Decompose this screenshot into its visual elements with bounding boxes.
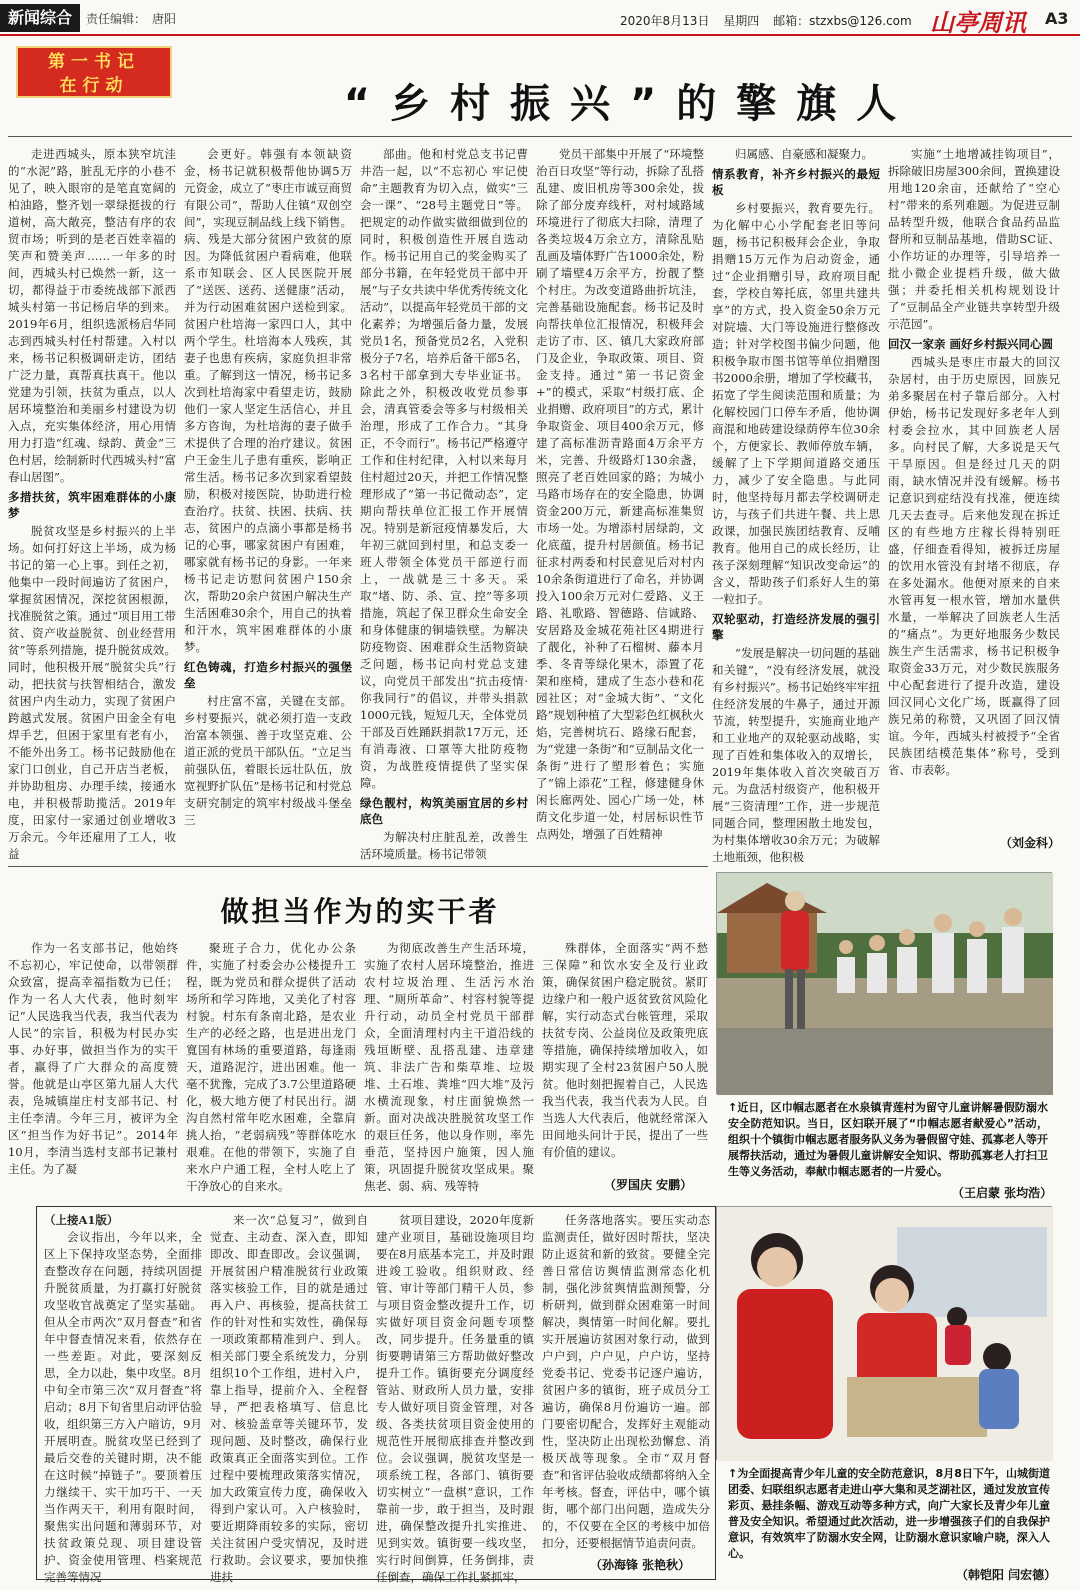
- page-number: A3: [1045, 9, 1069, 28]
- photo1-byline: （王启蒙 张均浩）: [952, 1186, 1053, 1200]
- paragraph: 乡村要振兴，教育要先行。为化解中心小学配套老旧等问题，杨书记积极拜会企业，争取捐赠15万元作为启动资金，通过“企业捐赠引导，政府项目配套，学校自筹托底，邻里共建共享”的方式，投入资金50余万元对院墙、大门等设施进行整修改造；针对学校图书偏少问题，他积极争取市图书馆等单位捐赠图书2000余册，增加了学校藏书，拓宽了学生阅读范围和质量；为化解校园门口停车矛盾，他协调商混和地砖建设绿荫停车位30余个，方便家长、教师停放车辆，缓解了上下学期间道路交通压力，减少了安全隐患。与此同时，他坚持每月都去学校调研走访，与孩子们共进午餐、共上思政课，加强民族团结教育、反哺教育。他用自己的成长经历，让孩子深刻理解“知识改变命运”的含义，帮助孩子们系好人生的第一粒扣子。: [712, 201, 880, 606]
- photo-illustration: [717, 873, 1053, 1095]
- issue-date: 2020年8月13日: [620, 14, 710, 28]
- issue-date-line: [620, 12, 922, 29]
- badge-line1: 第一书记: [48, 52, 140, 72]
- headline-rule: [8, 136, 1072, 137]
- photo-illustration: [717, 1207, 1053, 1461]
- story2-byline: （罗国庆 安鹏）: [604, 1178, 693, 1192]
- subheading: 绿色靓村，构筑美丽宜居的乡村底色: [360, 796, 528, 826]
- story1-column-3: [360, 146, 528, 862]
- photo-volunteers-indoor: [716, 1206, 1052, 1460]
- story-divider: [8, 866, 708, 867]
- story2-column-4: [542, 940, 708, 1172]
- paragraph: 村庄富不富，关键在支部。乡村要振兴，就必须打造一支政治富本领强、善于攻坚克难、公道正派的党员干部队伍。“立足当前强队伍，着眼长远壮队伍，放宽视野扩队伍”是杨书记和村党总支研究制定的筑牢村级战斗堡垒三: [184, 694, 352, 827]
- story2-column-2: [186, 940, 356, 1198]
- paragraph: 殊群体，全面落实“两不愁三保障”和饮水安全及行业政策，确保贫困户稳定脱贫。紧盯边缘户和一般户返贫致贫风险化解，实行动态式台帐管理，采取扶贫专岗、公益岗位及政策兜底等措施，确保持续增加收入，如期实现了全村23贫困户50人脱贫。他时刻把握着自己，人民选我当代表，我当代表为人民。自当选人大代表后，他就经常深入田间地头问计于民，提出了一些有价值的建议。: [542, 941, 708, 1159]
- story1-headline: “乡村振兴”的擎旗人: [343, 81, 917, 127]
- editor-name: 唐阳: [152, 12, 177, 26]
- photo1-caption: ↑近日，区巾帼志愿者在水泉镇青莲村为留守儿童讲解暑假防溺水安全防范知识。当日，区妇联开展了“巾帼志愿者献爱心”活动，组织十个镇街巾帼志愿者服务队义务为暑假留守娃、孤寡老人等开展帮扶活动，通过为暑假儿童讲解安全知识、帮助孤寡老人打扫卫生等义务活动，奉献巾帼志愿者的一片爱心。: [728, 1101, 1048, 1178]
- story3-column-4: [542, 1212, 710, 1552]
- paragraph: 来一次“总复习”，做到自觉查、主动查、深入查，即知即改、即查即改。会议强调，开展贫困户精准脱贫行业政策落实核验工作，目的就是通过再入户、再核验，提高扶贫工作的针对性和实效性，确保每一项政策都精准到户、到人。相关部门要全系统发力，分别组织10个工作组，进村入户，靠上指导，提前介入、全程督导，严把表格填写、信息比对、核验盖章等关键环节，发现问题、及时整改，确保行业政策真正全面落实到位。工作过程中要梳理政策落实情况，加大政策宣传力度，确保收入得到户家认可。入户核验时，要近期降雨较多的实际，密切关注贫困户受灾情况，及时进行救助。会议要求，要加快推进扶: [210, 1213, 368, 1584]
- paragraph: 西城头是枣庄市最大的回汉杂居村，由于历史原因，回族兄弟多聚居在村子靠后部分。入村伊始，杨书记发现好多老年人到村委会拉水，其中回族老人居多。向村民了解，大多说是天气干旱原因。但是经过几天的阴雨，缺水情况并没有缓解。杨书记意识到症结没有找准，便连续几天去查寻。后来他发现在拆迁区的有些地方庄稼长得特别旺盛，仔细查看得知，被拆迁房屋的饮用水管没有封堵不彻底，存在多处漏水。他便对原来的自来水管再复一根水管，增加水量供水量，一举解决了回族老人生活的“痛点”。为更好地服务少数民族生产生活需求，杨书记积极争取资金33万元，对少数民族服务中心配套进行了提升改造，建设回汉同心文化广场，既赢得了回族兄弟的称赞，又巩固了回汉情谊。今年，西城头村被授予“全省民族团结模范集体”称号，受到省、市表彰。: [888, 355, 1060, 777]
- story3-column-2: [210, 1212, 368, 1584]
- paragraph: 党员干部集中开展了“环境整治百日攻坚”等行动，拆除了乱搭乱建、废旧机房等300余处，拔除了部分废弃线杆，对村域路域环境进行了彻底大扫除，清理了各类垃圾4万余立方，清除乱贴乱画及墙体野广告1000余处，粉刷了墙壁4万余平方，扮靓了整个村庄。为改变道路曲折坑洼，完善基础设施配套。杨书记及时向帮扶单位汇报情况，积极拜会走访了市、区、镇几大家政府部门及企业，争取政策、项目、资金支持。通过“第一书记资金+”的模式，采取“村级打底、企业捐赠、政府项目”的方式，累计争取资金、项目400余万元，修建了高标准沥青路面4万余平方米，完善、升级路灯130余盏，照亮了老百姓回家的路；为城小马路市场存在的安全隐患，协调资金200万元，新建高标准集贸市场一处。为增添村居绿韵，文化底蕴，提升村居颜值。杨书记征求村两委和村民意见后对村内10余条街道进行了命名，并协调投入100余万元对仁爱路、义王路、礼歌路、智德路、信诚路、安居路及金城花苑社区4期进行了靓化，补种了石榴树、藤本月季、冬青等绿化果木，添置了花架和座椅，建成了生态小巷和花园社区；对“金城大街”、“文化路”规划种植了大型彩色红枫秋火焰，完善树坑石、路缘石配套，为“党建一条街”和“豆制品文化一条街”进行了塑形着色；实施了“锦上添花”工程，修建健身休闲长廊两处、园心广场一处，林荫文化步道一处，村居标识性节点两处，增强了百姓精神: [536, 147, 704, 841]
- issue-weekday: 星期四: [723, 14, 760, 28]
- story2-column-3: [364, 940, 534, 1198]
- photo-volunteers-outdoor: [716, 872, 1052, 1094]
- story1-column-6: [888, 146, 1060, 830]
- contact-email: 邮箱：stzxbs@126.com: [773, 14, 912, 28]
- paragraph: 会议指出，今年以来，全区上下保持攻坚态势，全面排查整改存在问题，持续巩固提升脱贫质量，为打赢打好脱贫攻坚收官战奠定了坚实基础。但从全市两次“双月督查”和省年中督查情况来看，依然存在一些差距。对此，要深刻反思，全力以赴，集中攻坚。8月中旬全市第三次“双月督查”将启动；8月下旬省里启动评估验收，组织第三方入户暗访，9月开展明查。脱贫攻坚已经到了最后交卷的关键时期，决不能在这时候“掉链子”。要顶着压力继续干、实干加巧干、一天当作两天干，利用有限时间，聚焦实出问题和薄弱环节，对扶贫政策兑现、项目建设管护、资金使用管理、档案规范完善等情况: [44, 1230, 202, 1584]
- paragraph: “发展是解决一切问题的基础和关键”，“没有经济发展，就没有乡村振兴”。杨书记始终牢牢扭住经济发展的牛鼻子，通过开源节流，转型提升，实施商业地产和工业地产的双轮驱动战略，实现了百姓和集体收入的双增长，2019年集体收入首次突破百万元。为盘活村级资产，他积极开展“三资清理”工作，进一步规范同题合同，整理困散土地发包，为村集体增收30余万元；为破解土地瓶颈，他积极: [712, 646, 880, 864]
- story2-column-1: [8, 940, 178, 1198]
- photo2-caption: ↑为全面提高青少年儿童的安全防范意识，8月8日下午，山城街道团委、妇联组织志愿者走进山亭大集和灵芝湖社区，通过发放宣传彩页、悬挂条幅、游戏互动等多种方式，向广大家长及青少年儿童普及安全知识。希望通过此次活动，进一步增强孩子们的自我保护意识，有效筑牢了防溺水安全网，让防溺水意识家喻户晓，深入人心。: [728, 1467, 1050, 1560]
- story3-byline: （孙海锋 张艳秋）: [590, 1558, 691, 1572]
- story1-column-1: [8, 146, 176, 862]
- paragraph: 任务落地落实。要压实动态监测责任，做好因时帮扶，坚决防止返贫和新的致贫。要健全完善日常信访舆情监测常态化机制，强化涉贫舆情监测预警，分析研判，做到群众困难第一时间解决，舆情第一时间化解。要扎实开展遍访贫困对象行动，做到户户到，户户见，户户访，坚持党委书记、党委书记逐户遍访，贫困户多的镇街，班子成员分工遍访，确保8月份遍访一遍。部门要密切配合，发挥好主观能动性，坚决防止出现松劲懈怠、消极厌战等现象。全市“双月督查”和省评估验收成绩都将纳入全年考核。督查，评估中，哪个镇街，哪个部门出问题，造成失分的，不仅要在全区的考核中加倍扣分，还要根据情节追责问责。: [542, 1213, 710, 1550]
- subheading: 双轮驱动，打造经济发展的强引擎: [712, 612, 880, 642]
- paragraph: 贫项目建设，2020年度新建产业项目，基础设施项目均要在8月底基本完工，并及时跟进竣工验收。组织财政、经管、审计等部门精干人员，参与项目资金整改提升工作，切实做好项目资金问题专项整改，同步提升。任务量重的镇街要聘请第三方帮助做好整改提升工作。镇街要充分调度经管站、财政所人员力量，安排专人做好项目资金管理，对各级、各类扶贫项目资金使用的规范性开展彻底排查并整改到位。会议强调，脱贫攻坚是一项系统工程，各部门、镇街要切实树立“一盘棋”意识，工作靠前一步，敢于担当，及时跟进，确保整改提升扎实推进、见到实效。镇街要一线攻坚，实行时间倒算，任务倒排，责任倒查，确保工作扎紧抓牢，: [376, 1213, 534, 1584]
- paragraph: 走进西城头，原本狭窄坑洼的“水泥”路，脏乱无序的小巷不见了，映入眼帘的是笔直宽阔的柏油路，整齐划一翠绿挺拔的行道树，高大敞亮，整洁有序的农贸市场；听到的是老百姓幸福的笑声和赞美声……一年多的时间，西城头村已焕然一新，这一切，都得益于市委统战部下派西城头村第一书记杨启华的到来。2019年6月，组织选派杨启华同志到西城头村任村帮建。入村以来，杨书记积极调研走访，团结广泛力量，真帮真扶真干。他以党建为引领，扶贫为重点，以人居环境整治和美丽乡村建设为切入点，充实集体经济，用心用情用力打造“红魂、绿韵、黄金”三色村居，绘制新时代西城头村“富春山居图”。: [8, 147, 176, 484]
- story2-headline: 做担当作为的实干者: [220, 895, 500, 928]
- paragraph: 部曲。他和村党总支书记曹井浩一起，以“不忘初心 牢记使命”主题教育为切入点，做实“三会一课”、“28号主题党日”等。把规定的动作做实做细做到位的同时，积极创造性开展自选动作。杨书记用自己的奖金购买了部分书籍，在年轻党员干部中开展“与子女共读中华优秀传统文化活动”，以提高年轻党员干部的文化素养；为增强后备力量，发展党员1名，预备党员2名，入党积极分子7名，培养后备干部5名，3名村干部拿到大专毕业证书。除此之外，积极改收党员参事会，清真管委会等多与村级相关治理，形成了工作合力。“其身正，不令而行”。杨书记严格遵守工作和住村纪律，入村以来每月住村超过20天，并把工作情况整理形成了“第一书记微动态”，定期向帮扶单位汇报工作开展情况。特别是新冠疫情暴发后，大年初三就回到村里，和总支委一班人带领全体党员干部逆行而上，一战就是三十多天。采取“堵、防、杀、宣、控”等多项措施，筑起了保卫群众生命安全和身体健康的铜墙铁壁。为解决防疫物资、困难群众生活物资缺乏问题，杨书记向村党总支建议，向党员干部发出“抗击疫情·你我同行”的倡议，并带头捐款1000元钱，短短几天，全体党员干部及百姓踊跃捐款17万元，还有消毒液、口罩等大批防疫物资，为战胜疫情提供了坚实保障。: [360, 147, 528, 790]
- section-name: 新闻综合: [0, 4, 80, 32]
- paragraph: 聚班子合力，优化办公条件，实施了村委会办公楼提升工程，既为党员和群众提供了活动场所和学习阵地，又美化了村容村貌。村东有条南北路，是农业生产的必经之路，也是进出龙门寬国有林场的重要道路，每逢雨天，道路泥泞，进出困难。他一毫不犹豫，完成了3.7公里道路硬化，极大地方便了村民出行。湖沟自然村常年吃水困难，全靠肩挑人抬，“老弱病残”等群体吃水艰难。在他的带领下，实施了自来水户户通工程，全村人吃上了干净放心的自来水。: [186, 941, 356, 1193]
- story1-column-5: [712, 146, 880, 862]
- photo2-byline: （韩铠阳 闫宏德）: [956, 1568, 1057, 1582]
- story3-lead: （上接A1版）: [44, 1213, 119, 1227]
- editor-credit: [86, 10, 176, 27]
- newspaper-logo: 山亭周讯: [930, 8, 1026, 37]
- column-badge: [16, 46, 172, 98]
- story3-column-3: [376, 1212, 534, 1584]
- story3-column-1: [44, 1212, 202, 1584]
- badge-line2: 在行动: [59, 76, 129, 96]
- paragraph: 实施“土地增减挂钩项目”，拆除破旧房屋300余间，置换建设用地120余亩，还献给了“空心村”带来的系列难题。为促进豆制品转型升级，他联合食品药品监督所和豆制品基地，借助SC证、小作坊证的办理等，引导培养一批小微企业提档升级，做大做强；并委托相关机构规划设计了“豆制品全产业链共享转型升级示范园”。: [888, 147, 1060, 331]
- paragraph: 作为一名支部书记，他始终不忘初心，牢记使命，以带领群众致富，提高幸福指数为已任；作为一名人大代表，他时刻牢记“人民选我当代表，我当代表为人民”的宗旨，积极为村民办实事、办好事，做担当作为的实干者，赢得了广大群众的高度赞誉。他就是山亭区第九届人大代表，凫城镇崖庄村支部书记、村主任李清。今年三月，被评为全区“担当作为好书记”。2014年10月，李清当选村支部书记兼村主任。为了凝: [8, 941, 178, 1176]
- editor-label: 责任编辑：: [86, 12, 147, 26]
- story1-column-4: [536, 146, 704, 862]
- paragraph: 归属感、自豪感和凝聚力。: [735, 147, 873, 161]
- subheading: 回汉一家亲 画好乡村振兴同心圆: [888, 337, 1054, 351]
- story1-byline: （刘金科）: [1000, 836, 1061, 850]
- paragraph: 为解决村庄脏乱差，改善生活环境质量。杨书记带领: [360, 830, 528, 861]
- subheading: 情系教育，补齐乡村振兴的最短板: [712, 167, 880, 197]
- paragraph: 会更好。韩强有本领缺资金，杨书记就积极帮他协调5万元资金，成立了“枣庄市诚豆商贸有限公司”，帮助人住镇“双创空间”，实现豆制品线上线下销售。病、残是大部分贫困户致贫的原因。为降低贫困户看病难，他联系市知联会、区人民医院开展了“送医、送药、送健康”活动，并为行动困难贫困户送检到家。贫困户杜培海一家四口人，其中两个学生。杜培海本人残疾，其妻子也患有疾病，家庭负担非常重。了解到这一情况，杨书记多次到杜培海家中看望走访，鼓励他们一家人坚定生活信心，并且多方咨询，为杜培海的妻子做手术提供了合理的治疗建议。贫困户王金生儿子患有重疾，影响正常生活。杨书记多次到家看望鼓励，积极对接医院，协助进行检查治疗。扶贫、扶困、扶病、扶志，贫困户的点滴小事都是杨书记的心事，哪家贫困户有困难，哪家就有杨书记的身影。一年来杨书记走访慰问贫困户150余次，帮助20余户贫困户解决生产生活困难30余个，用自己的执着和汗水，筑牢困难群体的小康梦。: [184, 147, 352, 654]
- story1-column-2: [184, 146, 352, 862]
- paragraph: 脱贫攻坚是乡村振兴的上半场。如何打好这上半场，成为杨书记的第一心上事。到任之初，他集中一段时间遍访了贫困户，掌握贫困情况，深挖贫困根源，找准脱贫之策。通过“项目用工带贫、资产收益脱贫、创业经营用贫”等系列措施，提升脱贫成效。同时，他积极开展“脱贫尖兵”行动，把扶贫与扶智相结合，激发贫困户内生动力，实现了贫困户跨越式发展。贫困户田金全有电焊手艺，但困于家里有老有小，不能外出务工。杨书记鼓励他在家门口创业，自己开店当老板，并协助租房、办理手续，接通水电，并积极帮助揽活。2019年度，田家付一家通过创业增收3万余元。今年还雇用了工人，收益: [8, 524, 176, 861]
- subheading: 多措扶贫，筑牢困难群体的小康梦: [8, 490, 176, 520]
- subheading: 红色铸魂，打造乡村振兴的强堡垒: [184, 660, 352, 690]
- paragraph: 为彻底改善生产生活环境，实施了农村人居环境整治，推进农村垃圾治理、生活污水治理、“厕所革命”、村容村貌等提升行动，动员全村党员干部群众，全面清理村内主干道沿线的残垣断壁、乱搭乱建、违章建筑、非法广告和柴草堆、垃圾堆、土石堆、粪堆“四大堆”及污水横流现象，村庄面貌焕然一新。面对决战决胜脱贫攻坚工作的艰巨任务，他以身作则，率先垂范，坚持因户施策，因人施策，巩固提升脱贫攻坚成果。聚焦老、弱、病、残等特: [364, 941, 534, 1193]
